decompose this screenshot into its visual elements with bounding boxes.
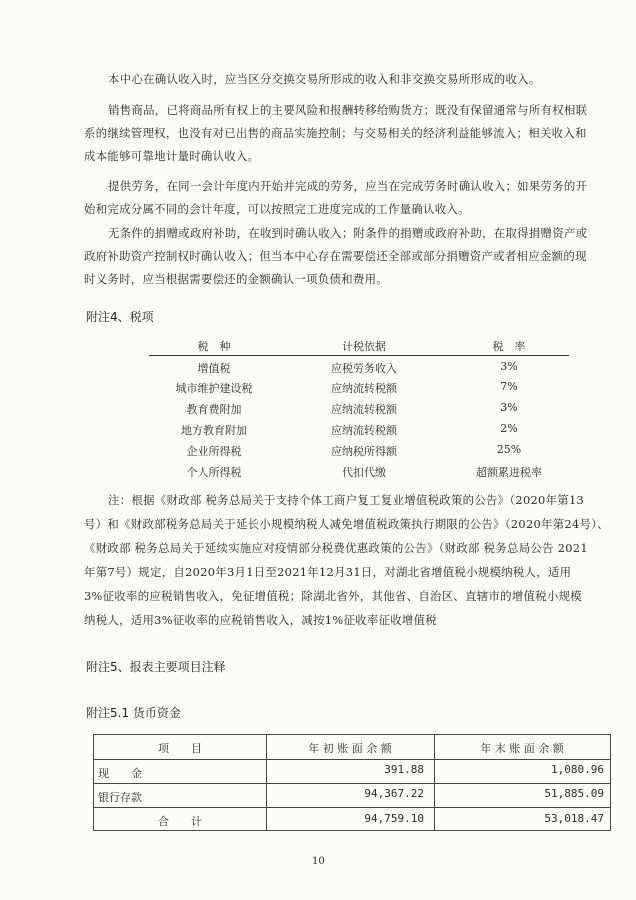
tax-note-line3: 《财政部 税务总局关于延续实施应对疫情部分税费优惠政策的公告》（财政部 税务总局公告 2021 — [84, 541, 588, 555]
tax-type: 个人所得税 — [186, 466, 242, 479]
table-row — [149, 398, 569, 418]
paragraph-donation-line1: 无条件的捐赠或政府补助，在收到时确认收入；附条件的捐赠或政府补助，在取得捐赠资产或 — [108, 226, 588, 240]
paragraph-donation-line2: 政府补助资产控制权时确认收入；但当本中心存在需要偿还全部或部分捐赠资产或者相应金额的现 — [84, 249, 587, 263]
note5-1-heading: 附注5.1 货币资金 — [86, 706, 181, 720]
paragraph-revenue-recognition: 本中心在确认收入时，应当区分交换交易所形成的收入和非交换交易所形成的收入。 — [108, 72, 541, 86]
cash-item-total: 合 计 — [158, 815, 202, 828]
cash-opening-value: 391.88 — [384, 763, 424, 776]
tax-basis: 应纳流转税额 — [331, 382, 397, 395]
cash-closing-value: 51,885.09 — [544, 787, 604, 800]
tax-rate: 7% — [500, 380, 518, 393]
tax-note-line4: 年第7号）规定，自2020年3月1日至2021年12月31日，对湖北省增值税小规模纳税人，适用 — [84, 565, 572, 579]
paragraph-sales-line2: 系的继续管理权，也没有对已出售的商品实施控制；与交易相关的经济利益能够流入；相关收入和 — [84, 126, 587, 140]
cash-table — [93, 734, 611, 831]
table-row — [149, 440, 569, 460]
tax-header-basis: 计税依据 — [342, 340, 386, 353]
tax-type: 城市维护建设税 — [175, 382, 253, 395]
tax-note-line1: 注：根据《财政部 税务总局关于支持个体工商户复工复业增值税政策的公告》（2020年第13 — [108, 493, 585, 507]
table-row — [149, 461, 569, 481]
tax-note-line5: 3%征收率的应税销售收入，免征增值税；除湖北省外，其他省、自治区、直辖市的增值税小规模 — [84, 589, 582, 603]
tax-basis: 应纳税所得额 — [331, 445, 397, 458]
table-row — [149, 419, 569, 439]
tax-rate: 25% — [496, 443, 522, 456]
table-row — [149, 357, 569, 377]
table-divider — [94, 759, 610, 760]
paragraph-services-line1: 提供劳务，在同一会计年度内开始并完成的劳务，应当在完成劳务时确认收入；如果劳务的开 — [108, 179, 588, 193]
note4-heading: 附注4、税项 — [86, 310, 154, 324]
tax-table-header-rule — [149, 355, 569, 356]
tax-rate: 3% — [500, 401, 518, 414]
cash-header-opening: 年 初 账 面 余 额 — [308, 742, 392, 755]
tax-rate: 3% — [500, 360, 518, 373]
paragraph-services-line2: 始和完成分属不同的会计年度，可以按照完工进度完成的工作量确认收入。 — [84, 202, 470, 216]
tax-basis: 应纳流转税额 — [331, 403, 397, 416]
cash-item: 现 金 — [98, 767, 142, 780]
tax-basis: 代扣代缴 — [342, 466, 386, 479]
cash-closing-value: 1,080.96 — [551, 763, 604, 776]
tax-note-line2: 号）和《财政部税务总局关于延长小规模纳税人减免增值税政策执行期限的公告》（2020年第24号）、 — [84, 517, 609, 531]
cash-header-closing: 年 末 账 面 余 额 — [480, 742, 564, 755]
tax-rate: 2% — [500, 422, 518, 435]
tax-header-type: 税 种 — [197, 340, 231, 353]
cash-opening-total: 94,759.10 — [364, 812, 424, 825]
tax-type: 企业所得税 — [186, 445, 242, 458]
tax-rate: 超额累进税率 — [476, 466, 542, 479]
cash-item: 银行存款 — [98, 791, 142, 804]
tax-note-line6: 纳税人，适用3%征收率的应税销售收入，减按1%征收率征收增值税 — [84, 613, 437, 627]
tax-type: 增值税 — [197, 362, 231, 375]
table-divider — [94, 783, 610, 784]
tax-basis: 应纳流转税额 — [331, 424, 397, 437]
cash-header-item: 项 目 — [158, 742, 202, 755]
paragraph-sales-line1: 销售商品，已将商品所有权上的主要风险和报酬转移给购货方；既没有保留通常与所有权相联 — [108, 103, 588, 117]
cash-opening-value: 94,367.22 — [364, 787, 424, 800]
note5-heading: 附注5、报表主要项目注释 — [86, 660, 226, 674]
table-divider — [94, 807, 610, 808]
paragraph-donation-line3: 时义务时，应当根据需要偿还的金额确认一项负债和费用。 — [84, 272, 388, 286]
tax-table-header — [149, 335, 569, 355]
table-row — [149, 377, 569, 397]
page-number: 10 — [312, 856, 325, 867]
tax-type: 地方教育附加 — [181, 424, 247, 437]
tax-basis: 应税劳务收入 — [331, 362, 397, 375]
cash-closing-total: 53,018.47 — [544, 812, 604, 825]
tax-type: 教育费附加 — [186, 403, 242, 416]
tax-header-rate: 税 率 — [492, 340, 526, 353]
paragraph-sales-line3: 成本能够可靠地计量时确认收入。 — [84, 149, 260, 163]
